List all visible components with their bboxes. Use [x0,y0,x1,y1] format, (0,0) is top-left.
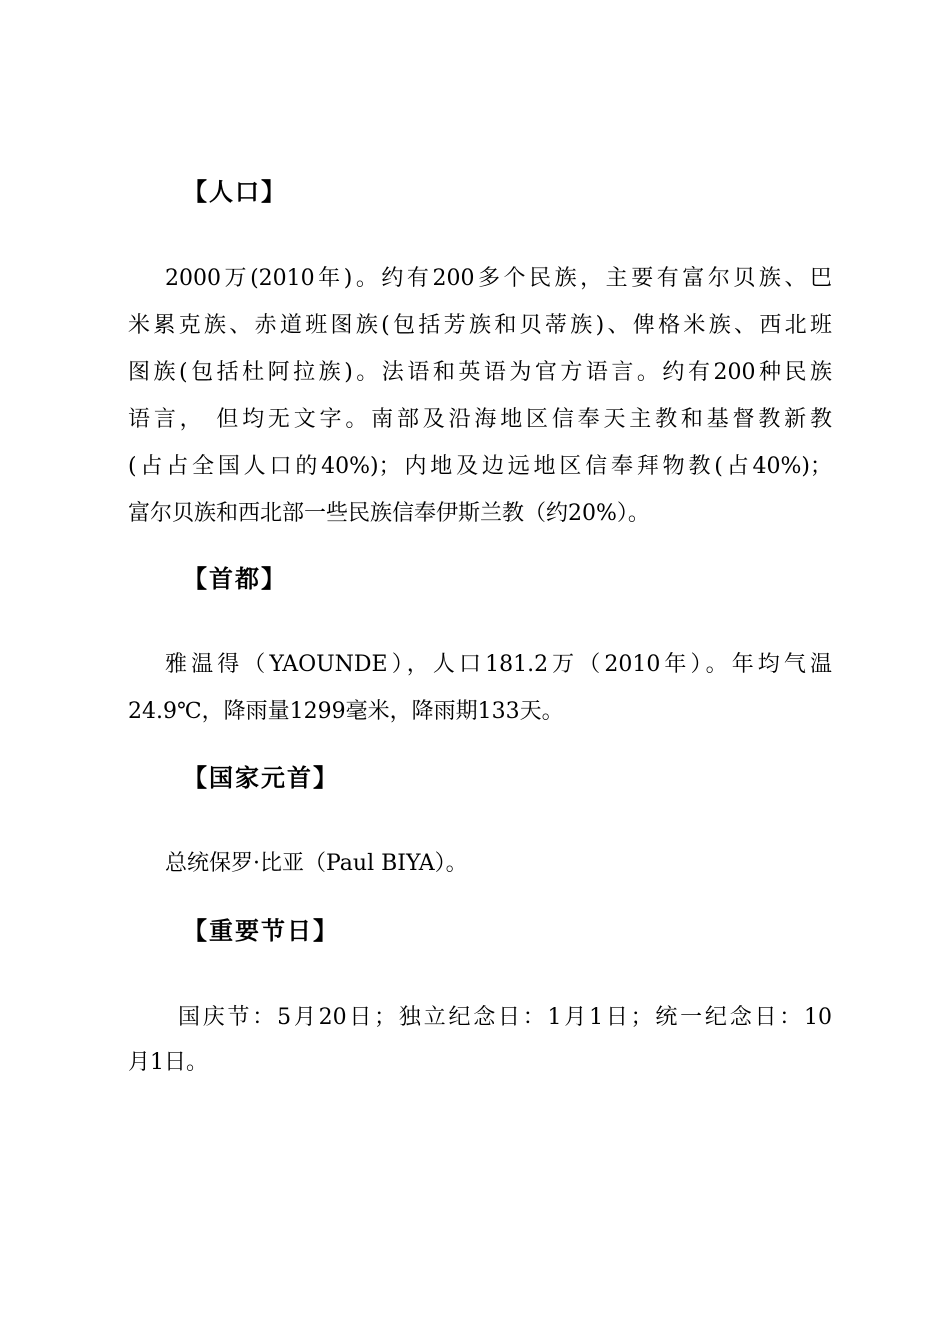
section-heading-capital: 【首都】 [183,565,287,593]
population-line-5: (占占全国人口的40%)；内地及边远地区信奉拜物教(占40%)； [128,454,832,479]
population-line-4: 语言， 但均无文字。南部及沿海地区信奉天主教和基督教新教 [128,407,832,432]
population-line-2: 米累克族、赤道班图族(包括芳族和贝蒂族)、俾格米族、西北班 [128,313,832,338]
population-line-6: 富尔贝族和西北部一些民族信奉伊斯兰教（约20%）。 [128,501,650,526]
section-heading-population: 【人口】 [183,178,287,206]
population-line-1: 2000万(2010年)。约有200多个民族，主要有富尔贝族、巴 [165,266,832,291]
holidays-line-1: 国庆节：5月20日；独立纪念日：1月1日；统一纪念日：10 [178,1005,832,1030]
section-heading-holidays: 【重要节日】 [183,917,339,945]
capital-line-1: 雅温得（YAOUNDE），人口181.2万（2010年）。年均气温 [165,652,832,677]
holidays-line-2: 月1日。 [128,1050,208,1075]
head-of-state-line-1: 总统保罗·比亚（Paul BIYA）。 [165,851,468,876]
capital-line-2: 24.9℃，降雨量1299毫米，降雨期133天。 [128,699,564,724]
section-heading-head-of-state: 【国家元首】 [183,764,339,792]
population-line-3: 图族(包括杜阿拉族)。法语和英语为官方语言。约有200种民族 [128,360,832,385]
